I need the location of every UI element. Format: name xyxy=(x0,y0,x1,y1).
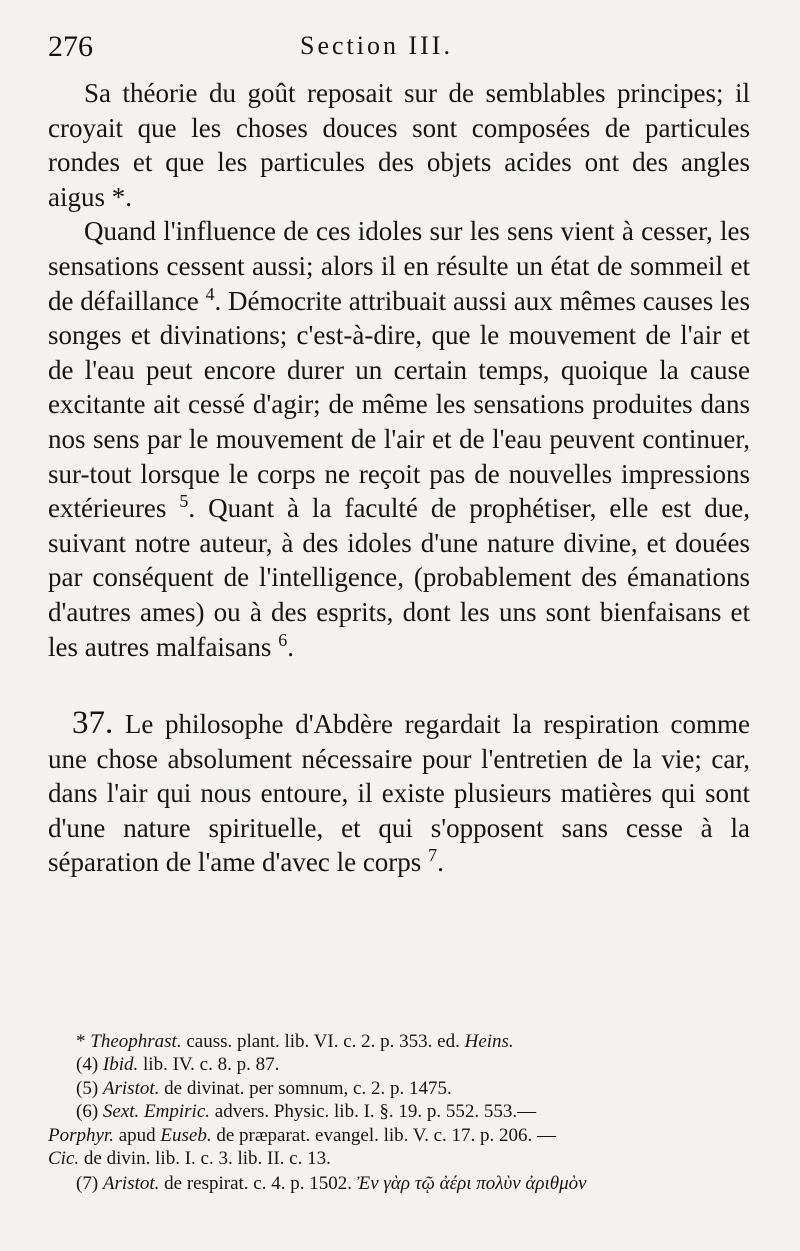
footnote-mark: (4) xyxy=(76,1054,99,1076)
main-text xyxy=(48,76,750,880)
footnote-text: de divinat. per somnum, c. 2. p. 1475. xyxy=(164,1077,452,1099)
footnote-author: Aristot. xyxy=(102,1173,160,1195)
page-header xyxy=(48,30,760,70)
footnote-text: advers. Physic. lib. I. §. 19. p. 552. 553.— xyxy=(214,1101,537,1123)
paragraph-text: . xyxy=(287,631,294,662)
footnote-author: Aristot. xyxy=(102,1077,160,1099)
paragraph-text: Sa théorie du goût reposait sur de semblables principes; il croyait que les choses douces sont composées de particules rondes et que les particules des objets acides ont des angles aigus *. xyxy=(48,78,750,212)
footnote-author: Sext. Empiric. xyxy=(102,1101,211,1123)
footnote-continuation xyxy=(48,1147,750,1170)
footnote-author: Theophrast. xyxy=(90,1031,182,1052)
footnote-author: Ibid. xyxy=(102,1054,139,1076)
footnote-mark: (7) xyxy=(76,1173,99,1195)
footnote-ref: 5 xyxy=(179,491,189,512)
footnote-mark: * xyxy=(76,1031,86,1052)
footnote xyxy=(48,1172,750,1195)
paragraph-text: Quand l'influence de ces idoles sur les sens vient à cesser, les sensations cessent aussi; alors il en résulte un état de sommeil et de défaillance xyxy=(48,216,750,316)
paragraph-text: . Quant à la faculté de prophétiser, elle est due, suivant notre auteur, à des idoles d'une nature divine, et douées par conséquent de l'intelligence, (probablement des émanations d'autres ames) ou à des esprits, dont les uns sont bienfaisans et les autres malfaisans xyxy=(48,493,751,662)
footnote-mark: (6) xyxy=(76,1101,99,1123)
footnote-ref: 6 xyxy=(278,629,288,650)
footnote-text: de divin. lib. I. c. 3. lib. II. c. 13. xyxy=(83,1148,331,1170)
footnote-greek: Ἐν γὰρ τῷ ἀέρι πολὺν ἀριθμὸν xyxy=(356,1173,587,1195)
footnote xyxy=(48,1077,750,1100)
footnote-text: apud xyxy=(118,1124,156,1146)
footnote-ref: 7 xyxy=(428,845,438,866)
footnote-ref: 4 xyxy=(205,283,215,304)
paragraph-taste-theory xyxy=(48,76,750,214)
footnote-text: lib. IV. c. 8. p. 87. xyxy=(143,1054,280,1076)
paragraph-text: . Démocrite attribuait aussi aux mêmes causes les songes et divinations; c'est-à-dire, que le mouvement de l'air et de l'eau peut encore durer un certain temps, quoique la cause excitante ait cessé d'agir; de même les sensations produites dans nos sens par le mouvement de l'air et de l'eau peuvent continuer, sur-tout lorsque le corps ne reçoit pas de nouvelles impressions extérieures xyxy=(48,285,750,524)
footnote-author: Cic. xyxy=(48,1148,80,1170)
paragraph-idoles-sleep xyxy=(48,214,750,664)
paragraph-text: Le philosophe d'Abdère regardait la respiration comme une chose absolument nécessaire pour l'entretien de la vie; car, dans l'air qui nous entoure, il existe plusieurs matières qui sont d'une nature spirituelle, et qui s'opposent sans cesse à la séparation de l'ame d'avec le corps xyxy=(48,709,750,878)
footnote-text: de præparat. evangel. lib. V. c. 17. p. 206. — xyxy=(216,1124,557,1146)
paragraph-text: . xyxy=(437,847,444,878)
section-number: 37. xyxy=(72,705,114,742)
footnote-continuation xyxy=(48,1124,750,1147)
footnote xyxy=(48,1030,750,1053)
footnote-author: Porphyr. xyxy=(48,1124,114,1146)
footnote-mark: (5) xyxy=(76,1077,99,1099)
footnote xyxy=(48,1100,750,1123)
footnote xyxy=(48,1053,750,1076)
footnotes xyxy=(48,1030,750,1196)
running-head: Section III. xyxy=(300,31,453,60)
paragraph-section-37 xyxy=(48,706,750,880)
footnote-editor: Heins. xyxy=(464,1031,514,1052)
footnote-author: Euseb. xyxy=(160,1124,212,1146)
footnote-text: de respirat. c. 4. p. 1502. xyxy=(164,1173,352,1195)
page-number: 276 xyxy=(48,30,93,63)
footnote-text: causs. plant. lib. VI. c. 2. p. 353. ed. xyxy=(186,1031,460,1052)
